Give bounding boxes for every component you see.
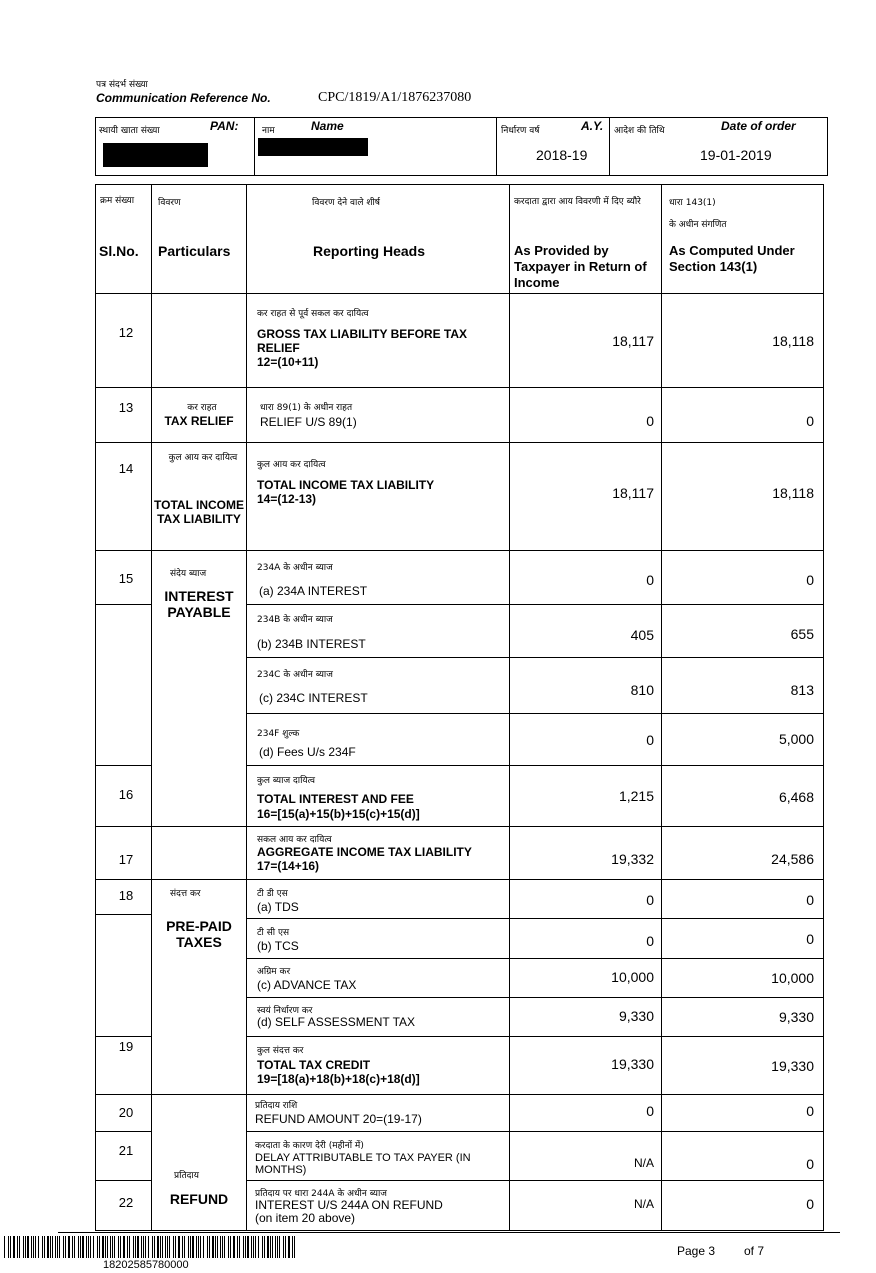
row-15d-hindi: 234F शुल्क xyxy=(257,729,300,739)
barcode-bar xyxy=(10,1236,11,1258)
row-13-head: RELIEF U/S 89(1) xyxy=(260,415,357,429)
barcode-bar xyxy=(19,1236,20,1258)
barcode-bar xyxy=(93,1236,94,1258)
barcode-bar xyxy=(207,1236,208,1258)
barcode-bar xyxy=(35,1236,36,1258)
row-15c-computed: 813 xyxy=(790,682,814,698)
barcode-bar xyxy=(169,1236,170,1258)
row-14-provided: 18,117 xyxy=(612,485,654,501)
barcode-bar xyxy=(63,1236,64,1258)
row-20-head: REFUND AMOUNT 20=(19-17) xyxy=(255,1112,422,1126)
barcode-bar xyxy=(50,1236,51,1258)
row-18b-computed: 0 xyxy=(806,931,814,947)
name-hindi: नाम xyxy=(262,126,275,136)
barcode-bar xyxy=(157,1236,159,1258)
barcode-bar xyxy=(167,1236,168,1258)
barcode-bar xyxy=(148,1236,149,1258)
barcode-bar xyxy=(27,1236,29,1258)
barcode-bar xyxy=(178,1236,180,1258)
row-18a-provided: 0 xyxy=(646,892,654,908)
row-22-computed: 0 xyxy=(806,1196,814,1212)
ay-value: 2018-19 xyxy=(536,147,588,163)
row-14-particulars: TOTAL INCOME TAX LIABILITY xyxy=(154,498,244,526)
barcode-bar xyxy=(165,1236,166,1258)
barcode-bar xyxy=(294,1236,295,1258)
barcode-bar xyxy=(237,1236,238,1258)
barcode-bar xyxy=(279,1236,280,1258)
row-14-particulars-hindi: कुल आय कर दायित्व xyxy=(168,453,238,463)
row-21-head: DELAY ATTRIBUTABLE TO TAX PAYER (IN MONTHS) xyxy=(255,1152,471,1176)
pan-redaction xyxy=(103,143,208,167)
barcode-bar xyxy=(222,1236,223,1258)
barcode-bar xyxy=(80,1236,81,1258)
barcode-bar xyxy=(57,1236,58,1258)
row-19-hindi: कुल संदत्त कर xyxy=(257,1046,304,1056)
col-computed-hindi-b: के अधीन संगणित xyxy=(669,220,727,230)
row-15d-computed: 5,000 xyxy=(778,731,814,747)
barcode-bar xyxy=(292,1236,293,1258)
row-15b-computed: 655 xyxy=(790,626,814,642)
row-18b-hindi: टी सी एस xyxy=(257,928,290,938)
row-22-hindi: प्रतिदाय पर धारा 244A के अधीन ब्याज xyxy=(255,1189,387,1199)
barcode-bar xyxy=(52,1236,53,1258)
row-19-provided: 19,330 xyxy=(611,1056,654,1072)
row-16-provided: 1,215 xyxy=(618,788,654,804)
barcode-bar xyxy=(247,1236,249,1258)
barcode-bar xyxy=(99,1236,100,1258)
barcode-bar xyxy=(228,1236,229,1258)
row-14-sl: 14 xyxy=(118,461,134,476)
row-13-sl: 13 xyxy=(118,400,134,415)
row-18d-head: (d) SELF ASSESSMENT TAX xyxy=(257,1015,416,1029)
date-value: 19-01-2019 xyxy=(700,147,772,163)
row-16-computed: 6,468 xyxy=(778,789,814,805)
barcode-bar xyxy=(78,1236,79,1258)
row-13-computed: 0 xyxy=(806,413,814,429)
barcode xyxy=(0,1236,302,1258)
col-particulars-hindi: विवरण xyxy=(158,198,181,208)
pan-hindi: स्थायी खाता संख्या xyxy=(99,126,160,136)
date-hindi: आदेश की तिथि xyxy=(614,126,665,136)
barcode-bar xyxy=(112,1236,113,1258)
row-15b-hindi: 234B के अधीन ब्याज xyxy=(257,615,333,625)
barcode-bar xyxy=(262,1236,263,1258)
row-21-hindi: करदाता के कारण देरी (महीनों में) xyxy=(255,1141,364,1151)
row-16-head: TOTAL INTEREST AND FEE xyxy=(257,792,414,806)
barcode-bar xyxy=(141,1236,142,1258)
row-17-provided: 19,332 xyxy=(611,851,654,867)
barcode-bar xyxy=(13,1236,15,1258)
barcode-bar xyxy=(4,1236,5,1258)
barcode-bar xyxy=(253,1236,254,1258)
row-17-computed: 24,586 xyxy=(771,851,814,867)
barcode-bar xyxy=(270,1236,271,1258)
barcode-bar xyxy=(105,1236,106,1258)
row-18-particulars: PRE-PAID TAXES xyxy=(166,918,232,950)
col-computed-hindi-a: धारा 143(1) xyxy=(669,198,716,208)
row-16-sl: 16 xyxy=(118,787,134,802)
row-15c-hindi: 234C के अधीन ब्याज xyxy=(257,670,333,680)
row-12-provided: 18,117 xyxy=(612,333,654,349)
barcode-bar xyxy=(258,1236,259,1258)
row-22-note: (on item 20 above) xyxy=(255,1211,356,1225)
barcode-bar xyxy=(283,1236,284,1258)
row-17-hindi: सकल आय कर दायित्व xyxy=(257,835,332,845)
barcode-bar xyxy=(182,1236,183,1258)
barcode-bar xyxy=(267,1236,269,1258)
barcode-bar xyxy=(68,1236,70,1258)
barcode-bar xyxy=(110,1236,111,1258)
col-sl-header: Sl.No. xyxy=(99,243,139,259)
barcode-bar xyxy=(118,1236,119,1258)
row-16-hindi: कुल ब्याज दायित्व xyxy=(257,776,316,786)
row-15-particulars-hindi: संदेय ब्याज xyxy=(170,569,207,579)
row-18c-provided: 10,000 xyxy=(611,969,654,985)
barcode-bar xyxy=(47,1236,49,1258)
barcode-bar xyxy=(173,1236,174,1258)
barcode-bar xyxy=(209,1236,210,1258)
barcode-bar xyxy=(107,1236,108,1258)
row-21-particulars-hindi: प्रतिदाय xyxy=(174,1171,199,1181)
barcode-bar xyxy=(90,1236,91,1258)
barcode-bar xyxy=(23,1236,24,1258)
row-14-hindi: कुल आय कर दायित्व xyxy=(257,460,326,470)
page-label: Page 3 xyxy=(677,1244,716,1258)
barcode-bar xyxy=(200,1236,201,1258)
barcode-bar xyxy=(86,1236,87,1258)
barcode-bar xyxy=(217,1236,218,1258)
row-13-particulars-hindi: कर राहत xyxy=(187,403,217,413)
col-particulars-header: Particulars xyxy=(158,243,231,259)
row-18a-hindi: टी डी एस xyxy=(257,889,288,899)
barcode-bar xyxy=(188,1236,189,1258)
barcode-bar xyxy=(203,1236,204,1258)
row-13-hindi: धारा 89(1) के अधीन राहत xyxy=(260,403,353,413)
barcode-bar xyxy=(102,1236,104,1258)
barcode-bar xyxy=(38,1236,39,1258)
barcode-bar xyxy=(255,1236,256,1258)
barcode-bar xyxy=(72,1236,73,1258)
col-provided-header: As Provided by Taxpayer in Return of Income xyxy=(514,243,647,290)
name-label: Name xyxy=(311,119,344,133)
barcode-bar xyxy=(65,1236,66,1258)
row-15d-provided: 0 xyxy=(646,732,654,748)
row-15d-head: (d) Fees U/s 234F xyxy=(259,745,356,759)
row-15b-head: (b) 234B INTEREST xyxy=(257,637,366,651)
barcode-bar xyxy=(212,1236,214,1258)
row-18d-hindi: स्वयं निर्धारण कर xyxy=(257,1006,313,1016)
barcode-bar xyxy=(220,1236,221,1258)
row-13-provided: 0 xyxy=(646,413,654,429)
row-15a-head: (a) 234A INTEREST xyxy=(259,584,368,598)
barcode-bar xyxy=(44,1236,45,1258)
barcode-bar xyxy=(245,1236,246,1258)
barcode-bar xyxy=(264,1236,265,1258)
row-21-provided: N/A xyxy=(633,1156,654,1170)
barcode-bar xyxy=(190,1236,191,1258)
row-18b-head: (b) TCS xyxy=(257,939,299,953)
row-21-computed: 0 xyxy=(806,1156,814,1172)
barcode-bar xyxy=(277,1236,278,1258)
barcode-bar xyxy=(224,1236,225,1258)
pan-label: PAN: xyxy=(210,119,239,133)
comm-ref-label: Communication Reference No. xyxy=(96,91,271,105)
row-17-head: AGGREGATE INCOME TAX LIABILITY xyxy=(257,845,472,859)
row-20-provided: 0 xyxy=(646,1103,654,1119)
row-16-formula: 16=[15(a)+15(b)+15(c)+15(d)] xyxy=(257,807,420,821)
row-15c-provided: 810 xyxy=(630,682,654,698)
row-18a-head: (a) TDS xyxy=(257,900,299,914)
barcode-bar xyxy=(55,1236,56,1258)
row-12-computed: 18,118 xyxy=(772,333,814,349)
barcode-bar xyxy=(120,1236,121,1258)
barcode-bar xyxy=(196,1236,197,1258)
name-redaction xyxy=(258,138,368,156)
barcode-bar xyxy=(129,1236,130,1258)
row-22-provided: N/A xyxy=(633,1197,654,1211)
row-19-formula: 19=[18(a)+18(b)+18(c)+18(d)] xyxy=(257,1072,420,1086)
row-14-computed: 18,118 xyxy=(772,485,814,501)
row-21-sl: 21 xyxy=(118,1143,134,1158)
row-12-formula: 12=(10+11) xyxy=(257,355,319,369)
barcode-bar xyxy=(152,1236,153,1258)
row-14-formula: 14=(12-13) xyxy=(257,492,317,506)
barcode-bar xyxy=(198,1236,199,1258)
col-heads-header: Reporting Heads xyxy=(313,243,426,259)
barcode-bar xyxy=(133,1236,134,1258)
barcode-bar xyxy=(251,1236,252,1258)
row-21-particulars: REFUND xyxy=(169,1191,229,1207)
barcode-bar xyxy=(272,1236,273,1258)
row-18d-provided: 9,330 xyxy=(618,1008,654,1024)
row-12-hindi: कर राहत से पूर्व सकल कर दायित्व xyxy=(257,309,369,319)
col-provided-hindi: करदाता द्वारा आय विवरणी में दिए ब्यौरे xyxy=(514,197,641,207)
barcode-bar xyxy=(285,1236,286,1258)
ay-hindi: निर्धारण वर्ष xyxy=(501,126,540,136)
row-15-sl: 15 xyxy=(118,571,134,586)
row-20-computed: 0 xyxy=(806,1103,814,1119)
row-17-sl: 17 xyxy=(118,852,134,867)
barcode-bar xyxy=(82,1236,84,1258)
footer-rule xyxy=(58,1232,840,1233)
row-15a-computed: 0 xyxy=(806,572,814,588)
row-18d-computed: 9,330 xyxy=(778,1009,814,1025)
row-18c-head: (c) ADVANCE TAX xyxy=(257,978,357,992)
row-14-head: TOTAL INCOME TAX LIABILITY xyxy=(257,478,435,492)
barcode-bar xyxy=(239,1236,240,1258)
barcode-bar xyxy=(154,1236,155,1258)
date-label: Date of order xyxy=(721,119,796,133)
comm-ref-hindi: पत्र संदर्भ संख्या xyxy=(96,80,148,90)
barcode-bar xyxy=(25,1236,26,1258)
row-15a-provided: 0 xyxy=(646,572,654,588)
barcode-bar xyxy=(74,1236,75,1258)
col-computed-header: As Computed Under Section 143(1) xyxy=(669,243,795,274)
barcode-number: 18202585780000 xyxy=(103,1259,189,1271)
row-18a-computed: 0 xyxy=(806,892,814,908)
col-heads-hindi: विवरण देने वाले शीर्ष xyxy=(312,198,380,208)
comm-ref-value: CPC/1819/A1/1876237080 xyxy=(318,90,472,105)
barcode-bar xyxy=(114,1236,115,1258)
row-18b-provided: 0 xyxy=(646,933,654,949)
page-of-label: of 7 xyxy=(744,1244,765,1258)
barcode-bar xyxy=(88,1236,89,1258)
barcode-bar xyxy=(215,1236,216,1258)
row-17-formula: 17=(14+16) xyxy=(257,859,320,873)
barcode-bar xyxy=(162,1236,163,1258)
row-18-particulars-hindi: संदत्त कर xyxy=(170,889,201,899)
barcode-bar xyxy=(127,1236,128,1258)
barcode-bar xyxy=(233,1236,235,1258)
barcode-bar xyxy=(160,1236,161,1258)
row-18c-computed: 10,000 xyxy=(771,970,814,986)
col-sl-hindi: क्रम संख्या xyxy=(100,196,135,206)
barcode-bar xyxy=(230,1236,231,1258)
barcode-bar xyxy=(275,1236,276,1258)
barcode-bar xyxy=(33,1236,34,1258)
barcode-bar xyxy=(31,1236,32,1258)
barcode-bar xyxy=(145,1236,146,1258)
barcode-bar xyxy=(42,1236,43,1258)
row-19-head: TOTAL TAX CREDIT xyxy=(257,1058,371,1072)
barcode-bar xyxy=(175,1236,176,1258)
barcode-bar xyxy=(243,1236,244,1258)
row-20-hindi: प्रतिदाय राशि xyxy=(255,1101,298,1111)
row-22-head: INTEREST U/S 244A ON REFUND xyxy=(255,1198,443,1212)
row-15a-hindi: 234A के अधीन ब्याज xyxy=(257,563,333,573)
barcode-bar xyxy=(137,1236,139,1258)
row-13-particulars: TAX RELIEF xyxy=(164,414,234,428)
row-18-sl: 18 xyxy=(118,888,134,903)
barcode-bar xyxy=(17,1236,18,1258)
row-15b-provided: 405 xyxy=(630,627,654,643)
row-20-sl: 20 xyxy=(118,1105,134,1120)
row-19-sl: 19 xyxy=(118,1039,134,1054)
barcode-bar xyxy=(135,1236,136,1258)
barcode-bar xyxy=(97,1236,98,1258)
barcode-bar xyxy=(123,1236,125,1258)
barcode-bar xyxy=(59,1236,60,1258)
row-12-sl: 12 xyxy=(118,325,134,340)
barcode-bar xyxy=(184,1236,185,1258)
row-12-head: GROSS TAX LIABILITY BEFORE TAX RELIEF xyxy=(257,327,468,355)
row-15c-head: (c) 234C INTEREST xyxy=(259,691,368,705)
barcode-bar xyxy=(192,1236,194,1258)
row-15-particulars: INTEREST PAYABLE xyxy=(164,588,234,620)
ay-label: A.Y. xyxy=(581,119,604,133)
row-18c-hindi: अग्रिम कर xyxy=(257,967,291,977)
row-22-sl: 22 xyxy=(118,1195,134,1210)
barcode-bar xyxy=(143,1236,144,1258)
barcode-bar xyxy=(8,1236,9,1258)
row-19-computed: 19,330 xyxy=(771,1058,814,1074)
barcode-bar xyxy=(288,1236,290,1258)
